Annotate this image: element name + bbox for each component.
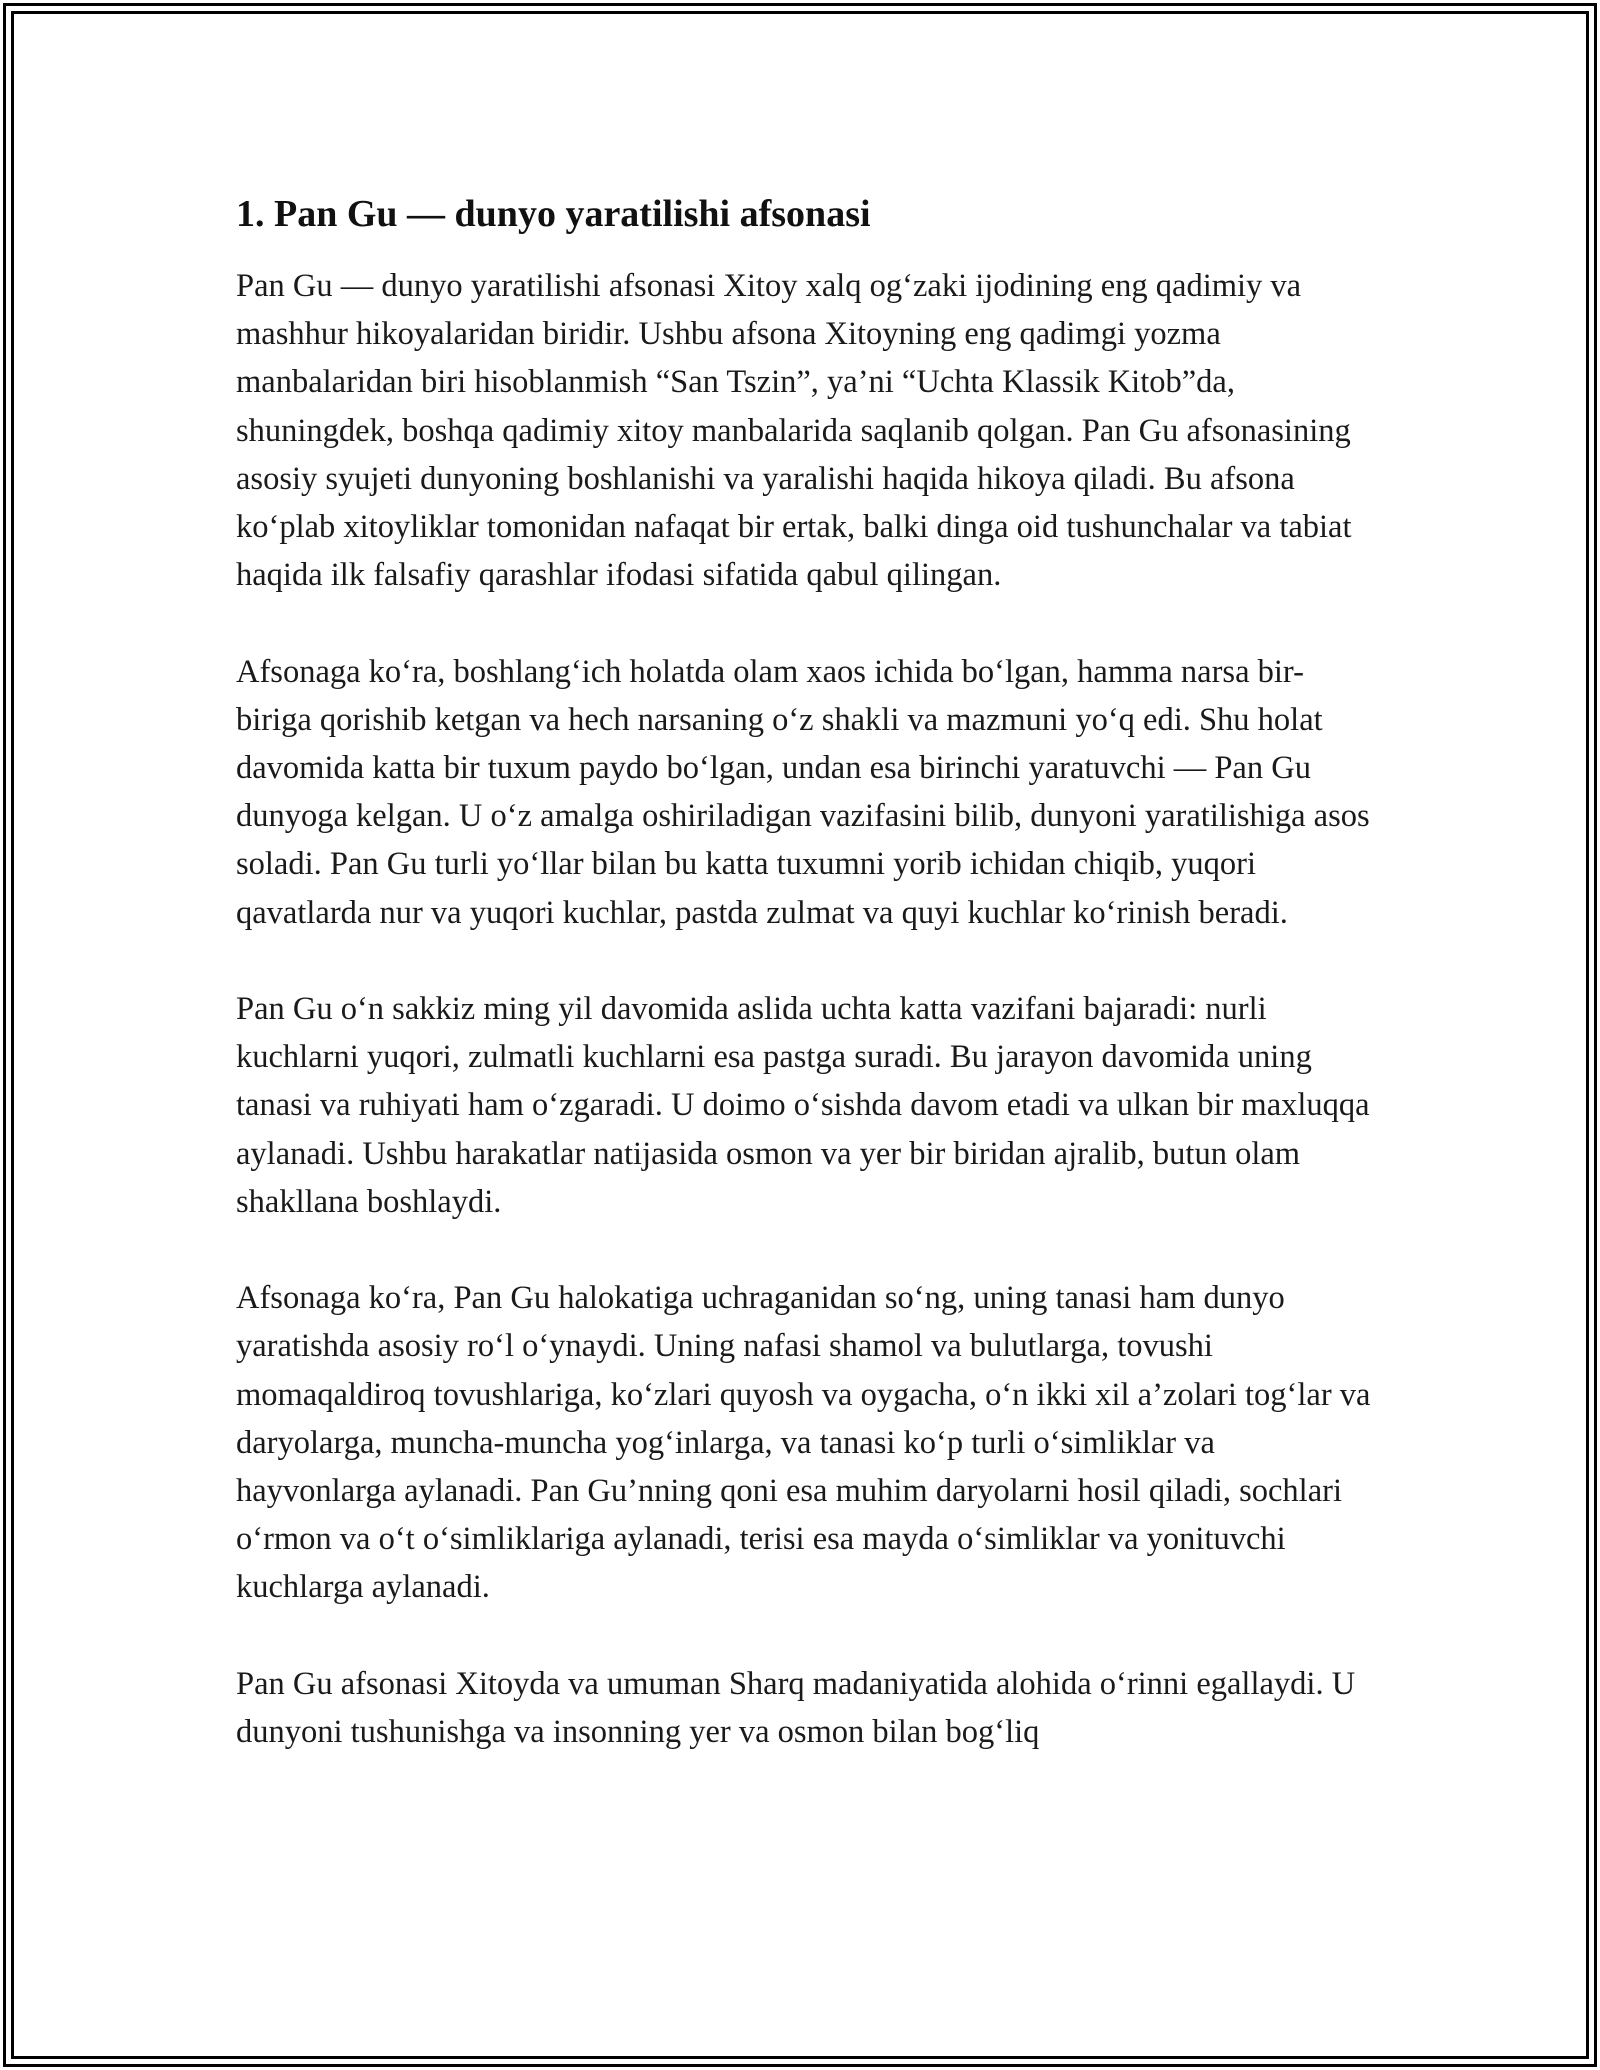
- paragraph-5: Pan Gu afsonasi Xitoyda va umuman Sharq madaniyatida alohida o‘rinni egallaydi. U dunyoni tushunishga va insonning yer va osmon bilan bog‘liq: [236, 1665, 1356, 1751]
- paragraph-3: Pan Gu o‘n sakkiz ming yil davomida aslida uchta katta vazifani bajaradi: nurli kuchlarni yuqori, zulmatli kuchlarni esa pastga suradi. Bu jarayon davomida uning tanasi va ruhiyati ham o‘zgaradi. U doimo o‘sishda davom etadi va ulkan bir maxluqqa aylanadi. Ushbu harakatlar natijasida osmon va yer bir biridan ajralib, butun olam shakllana boshlaydi.: [236, 991, 1370, 1220]
- paragraph-2: Afsonaga ko‘ra, boshlang‘ich holatda olam xaos ichida bo‘lgan, hamma narsa bir-biriga qorishib ketgan va hech narsaning o‘z shakli va mazmuni yo‘q edi. Shu holat davomida katta bir tuxum paydo bo‘lgan, undan esa birinchi yaratuvchi — Pan Gu dunyoga kelgan. U o‘z amalga oshiriladigan vazifasini bilib, dunyoni yaratilishiga asos soladi. Pan Gu turli yo‘llar bilan bu katta tuxumni yorib ichidan chiqib, yuqori qavatlarda nur va yuqori kuchlar, pastda zulmat va quyi kuchlar ko‘rinish beradi.: [236, 653, 1370, 931]
- section-title: 1. Pan Gu — dunyo yaratilishi afsonasi: [236, 193, 871, 235]
- paragraph-1: Pan Gu — dunyo yaratilishi afsonasi Xitoy xalq og‘zaki ijodining eng qadimiy va mashhur hikoyalaridan biridir. Ushbu afsona Xitoyning eng qadimgi yozma manbalaridan biri hisoblanmish “San Tszin”, ya’ni “Uchta Klassik Kitob”da, shuningdek, boshqa qadimiy xitoy manbalarida saqlanib qolgan. Pan Gu afsonasining asosiy syujeti dunyoning boshlanishi va yaralishi haqida hikoya qiladi. Bu afsona ko‘plab xitoyliklar tomonidan nafaqat bir ertak, balki dinga oid tushunchalar va tabiat haqida ilk falsafiy qarashlar ifodasi sifatida qabul qilingan.: [236, 268, 1352, 594]
- document-body: [236, 186, 1376, 1804]
- paragraph-4: Afsonaga ko‘ra, Pan Gu halokatiga uchraganidan so‘ng, uning tanasi ham dunyo yaratishda asosiy ro‘l o‘ynaydi. Uning nafasi shamol va bulutlarga, tovushi momaqaldiroq tovushlariga, ko‘zlari quyosh va oygacha, o‘n ikki xil a’zolari tog‘lar va daryolarga, muncha-muncha yog‘inlarga, va tanasi ko‘p turli o‘simliklar va hayvonlarga aylanadi. Pan Gu’nning qoni esa muhim daryolarni hosil qiladi, sochlari o‘rmon va o‘t o‘simliklariga aylanadi, terisi esa mayda o‘simliklar va yonituvchi kuchlarga aylanadi.: [236, 1280, 1371, 1606]
